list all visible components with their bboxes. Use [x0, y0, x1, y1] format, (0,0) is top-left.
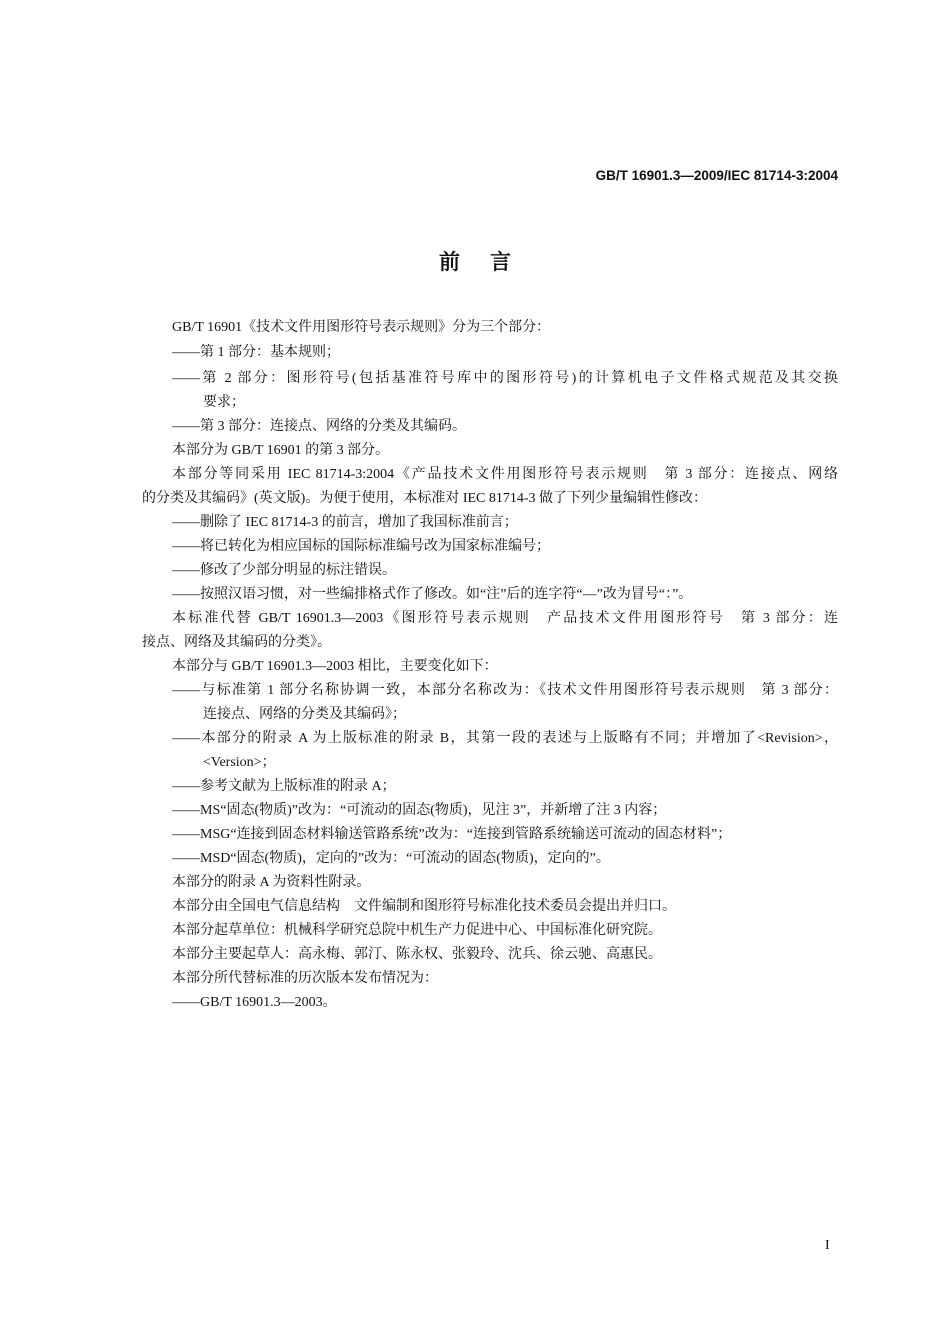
text-line: 本部分为 GB/T 16901 的第 3 部分。 — [172, 443, 390, 458]
page-number: I — [825, 1238, 830, 1253]
list-item: ——MSD“固态(物质)，定向的”改为：“可流动的固态(物质)，定向的”。 — [172, 851, 610, 866]
page-title: 前言 — [439, 250, 541, 274]
text-line: 本部分由全国电气信息结构 文件编制和图形符号标准化技术委员会提出并归口。 — [172, 899, 676, 914]
list-item: ——第 2 部分：图形符号(包括基准符号库中的图形符号)的计算机电子文件格式规范及其交换 — [172, 371, 838, 386]
text-line: 本部分主要起草人：高永梅、郭汀、陈永权、张毅玲、沈兵、徐云驰、高惠民。 — [172, 947, 662, 962]
text-line: 本部分的附录 A 为资料性附录。 — [172, 875, 371, 890]
list-item-continuation: 连接点、网络的分类及其编码》； — [203, 707, 406, 722]
list-item: ——第 3 部分：连接点、网络的分类及其编码。 — [172, 419, 466, 434]
standard-number-header: GB/T 16901.3—2009/IEC 81714-3:2004 — [595, 168, 838, 183]
text-line-continuation: 的分类及其编码》(英文版)。为便于使用，本标准对 IEC 81714-3 做了下列少量编辑性修改： — [142, 491, 708, 506]
list-item: ——参考文献为上版标准的附录 A； — [172, 779, 396, 794]
list-item: ——删除了 IEC 81714-3 的前言，增加了我国标准前言； — [172, 515, 518, 530]
list-item: ——修改了少部分明显的标注错误。 — [172, 563, 396, 578]
text-line: GB/T 16901《技术文件用图形符号表示规则》分为三个部分： — [172, 320, 551, 335]
text-line-continuation: 接点、网络及其编码的分类》。 — [142, 635, 331, 650]
list-item: ——按照汉语习惯，对一些编排格式作了修改。如“注”后的连字符“—”改为冒号“：”。 — [172, 587, 693, 602]
list-item: ——本部分的附录 A 为上版标准的附录 B，其第一段的表述与上版略有不同；并增加了<Revision>， — [172, 731, 838, 746]
text-line: 本部分等同采用 IEC 81714-3:2004《产品技术文件用图形符号表示规则 第 3 部分：连接点、网络 — [172, 467, 838, 482]
list-item-continuation: <Version>； — [203, 755, 276, 770]
list-item: ——GB/T 16901.3—2003。 — [172, 995, 337, 1010]
list-item: ——第 1 部分：基本规则； — [172, 345, 340, 360]
list-item: ——与标准第 1 部分名称协调一致，本部分名称改为：《技术文件用图形符号表示规则 第 3 部分： — [172, 683, 838, 698]
list-item: ——将已转化为相应国标的国际标准编号改为国家标准编号； — [172, 539, 550, 554]
text-line: 本部分所代替标准的历次版本发布情况为： — [172, 971, 438, 986]
list-item: ——MS“固态(物质)”改为：“可流动的固态(物质)，见注 3”，并新增了注 3 内容； — [172, 803, 667, 818]
list-item: ——MSG“连接到固态材料输送管路系统”改为：“连接到管路系统输送可流动的固态材料”； — [172, 827, 732, 842]
list-item-continuation: 要求； — [203, 395, 245, 410]
text-line: 本部分与 GB/T 16901.3—2003 相比，主要变化如下： — [172, 659, 498, 674]
text-line: 本部分起草单位：机械科学研究总院中机生产力促进中心、中国标准化研究院。 — [172, 923, 662, 938]
text-line: 本标准代替 GB/T 16901.3—2003《图形符号表示规则 产品技术文件用图形符号 第 3 部分：连 — [172, 611, 838, 626]
